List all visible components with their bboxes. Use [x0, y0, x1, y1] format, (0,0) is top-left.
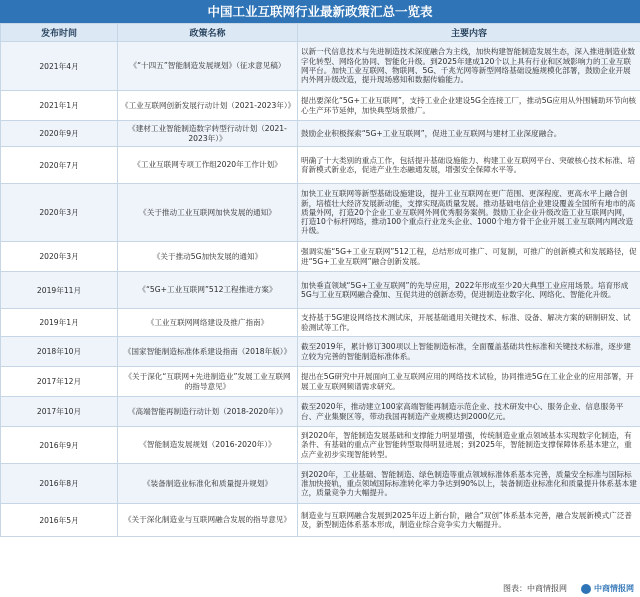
cell-policy-name: 《智能制造发展规划（2016-2020年）》	[118, 427, 298, 464]
cell-content: 加快工业互联网等新型基础设施建设，提升工业互联网在更广范围、更深程度、更高水平上融合创新，培植壮大经济发展新动能，支撑实现高质量发展。推动基础电信企业建设覆盖全国所有地市的高质量外网，打造20个企业工业互联网外网优秀服务案例。鼓励工业企业升级改造工业互联网内网，打造10个标杆网络，推动100个重点行业龙头企业、1000个地方骨干企业开展工业互联网内网改造升级。	[298, 184, 640, 242]
cell-policy-name: 《关于推动工业互联网加快发展的通知》	[118, 184, 298, 242]
policy-table	[0, 23, 640, 537]
table-row	[1, 397, 640, 427]
cell-content: 明确了十大类别的重点工作，包括提升基础设施能力、构建工业互联网平台、突破核心技术标准、培育新模式新业态，促进产业生态融通发展，增强安全保障水平等。	[298, 147, 640, 184]
brand-logo	[581, 583, 634, 594]
cell-policy-name: 《装备制造业标准化和质量提升规划》	[118, 464, 298, 504]
cell-policy-name: 《国家智能制造标准体系建设指南（2018年版）》	[118, 337, 298, 367]
cell-content: 制造业与互联网融合发展到2025年迈上新台阶，融合“双创”体系基本完善，融合发展新模式广泛普及，新型制造体系基本形成，制造业综合竞争实力大幅提升。	[298, 504, 640, 537]
cell-content: 强调实施“5G+工业互联网”512工程，总结形成可推广、可复制，可推广的创新模式和发展路径，促进“5G+工业互联网”融合创新发展。	[298, 242, 640, 272]
cell-content: 支持基于5G建设网络技术测试床，开展基础通用关键技术、标准、设备、解决方案的研制研发、试验测试等工作。	[298, 309, 640, 337]
cell-content: 提出要深化“5G+工业互联网”，支持工业企业建设5G全连接工厂，推动5G应用从外围辅助环节向核心生产环节延伸，加快典型场景推广。	[298, 91, 640, 121]
table-row	[1, 147, 640, 184]
cell-content: 截至2020年，推动建立100家高端智能再制造示范企业、技术研发中心、服务企业、信息服务平台、产业集聚区等，带动我国再制造产业规模达到2000亿元。	[298, 397, 640, 427]
cell-content: 截至2019年，累计修订300项以上智能制造标准，全面覆盖基础共性标准和关键技术标准，逐步建立较为完善的智能制造标准体系。	[298, 337, 640, 367]
table-row	[1, 121, 640, 147]
cell-content: 提出在5G研究中开展面向工业互联网应用的网络技术试验，协同推进5G在工业企业的应用部署，开展工业互联网频谱需求研究。	[298, 367, 640, 397]
cell-date: 2020年3月	[1, 184, 118, 242]
cell-content: 加快垂直领域“5G+工业互联网”的先导应用，2022年形成至少20大典型工业应用场景。培育形成5G与工业互联网融合叠加、互促共进的创新态势，促进制造业数字化、网络化、智能化升级。	[298, 272, 640, 309]
cell-content: 以新一代信息技术与先进制造技术深度融合为主线，加快构建智能制造发展生态，深入推进制造业数字化转型、网络化协同、智能化升级。到2025年建成120个以上具有行业和区域影响力的工业互联网平台。加快工业互联网、物联网、5G、千兆光网等新型网络基础设施规模化部署，鼓励企业开展内外网升级改造，提升现场感知和数据传输能力。	[298, 42, 640, 91]
table-row	[1, 464, 640, 504]
cell-date: 2019年11月	[1, 272, 118, 309]
cell-date: 2020年7月	[1, 147, 118, 184]
cell-date: 2020年3月	[1, 242, 118, 272]
cell-policy-name: 《工业互联网网络建设及推广指南》	[118, 309, 298, 337]
cell-date: 2016年9月	[1, 427, 118, 464]
table-row	[1, 42, 640, 91]
cell-date: 2020年9月	[1, 121, 118, 147]
header-main-content: 主要内容	[298, 24, 640, 42]
table-header-row	[1, 24, 640, 42]
footer	[0, 580, 640, 597]
table-row	[1, 91, 640, 121]
cell-policy-name: 《关于深化“互联网+先进制造业”发展工业互联网的指导意见》	[118, 367, 298, 397]
source-note: 图表：中商情报网	[503, 584, 567, 593]
cell-policy-name: 《建材工业智能制造数字转型行动计划（2021-2023年）》	[118, 121, 298, 147]
cell-date: 2016年5月	[1, 504, 118, 537]
cell-content: 到2020年，工业基础、智能制造、绿色制造等重点领域标准体系基本完善，质量安全标准与国际标准加快接轨，重点领域国际标准转化率力争达到90%以上，装备制造业标准化和质量提升体系基本建立，质量竞争力大幅提升。	[298, 464, 640, 504]
cell-policy-name: 《“5G+工业互联网”512工程推进方案》	[118, 272, 298, 309]
cell-date: 2021年4月	[1, 42, 118, 91]
cell-policy-name: 《工业互联网专项工作组2020年工作计划》	[118, 147, 298, 184]
cell-date: 2017年12月	[1, 367, 118, 397]
table-row	[1, 184, 640, 242]
cell-date: 2021年1月	[1, 91, 118, 121]
cell-date: 2017年10月	[1, 397, 118, 427]
cell-date: 2019年1月	[1, 309, 118, 337]
cell-policy-name: 《关于推动5G加快发展的通知》	[118, 242, 298, 272]
cell-date: 2018年10月	[1, 337, 118, 367]
cell-policy-name: 《关于深化制造业与互联网融合发展的指导意见》	[118, 504, 298, 537]
cell-policy-name: 《高端智能再制造行动计划（2018-2020年）》	[118, 397, 298, 427]
logo-icon	[581, 584, 591, 594]
header-policy-name: 政策名称	[118, 24, 298, 42]
cell-content: 鼓励企业积极探索“5G+工业互联网”，促进工业互联网与建材工业深度融合。	[298, 121, 640, 147]
table-row	[1, 242, 640, 272]
header-date: 发布时间	[1, 24, 118, 42]
table-row	[1, 272, 640, 309]
cell-policy-name: 《工业互联网创新发展行动计划（2021-2023年）》	[118, 91, 298, 121]
table-row	[1, 309, 640, 337]
table-row	[1, 427, 640, 464]
cell-date: 2016年8月	[1, 464, 118, 504]
logo-text: 中商情报网	[594, 584, 634, 593]
cell-policy-name: 《“十四五”智能制造发展规划》（征求意见稿）	[118, 42, 298, 91]
table-row	[1, 504, 640, 537]
cell-content: 到2020年，智能制造发展基础和支撑能力明显增强，传统制造业重点领域基本实现数字化制造，有条件、有基础的重点产业智能转型取得明显进展；到2025年，智能制造支撑保障体系基本建立，重点产业初步实现智能转型。	[298, 427, 640, 464]
table-row	[1, 337, 640, 367]
page-title: 中国工业互联网行业最新政策汇总一览表	[0, 0, 640, 23]
table-row	[1, 367, 640, 397]
